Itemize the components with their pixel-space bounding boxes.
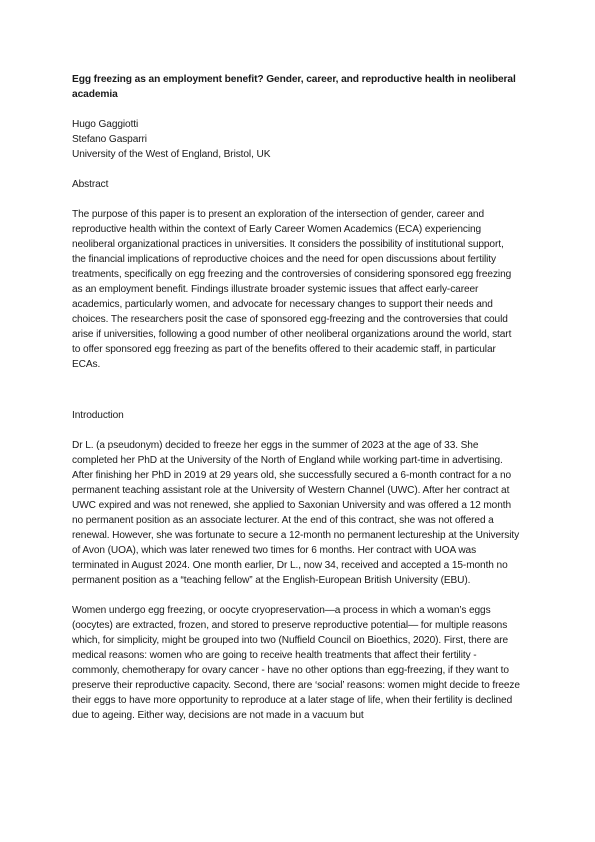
author-name: Stefano Gasparri [72, 134, 147, 145]
page-content [72, 72, 520, 723]
author-name: Hugo Gaggiotti [72, 119, 139, 130]
paper-title: Egg freezing as an employment benefit? Gender, career, and reproductive health in neoliberal academia [72, 74, 516, 100]
abstract-heading: Abstract [72, 179, 109, 190]
introduction-heading: Introduction [72, 410, 124, 421]
author-block [72, 117, 520, 162]
author-affiliation: University of the West of England, Bristol, UK [72, 149, 271, 160]
body-paragraph: Dr L. (a pseudonym) decided to freeze her eggs in the summer of 2023 at the age of 33. She completed her PhD at the University of the North of England while working part-time in advertising. After finishing her PhD in 2019 at 29 years old, she successfully secured a 6-month contract for a no permanent teaching assistant role at the University of Western Channel (UWC). After her contract at UWC expired and was not renewed, she applied to Saxonian University and was offered a 12 month no permanent position as an associate lecturer. At the end of this contract, she was not offered a renewal. However, she was fortunate to secure a 12-month no permanent lectureship at the University of Avon (UOA), which was later renewed two times for 6 months. Her contract with UOA was terminated in August 2024. One month earlier, Dr L., now 34, received and accepted a 15-month no permanent position as a “teaching fellow” at the English-European British University (EBU). [72, 440, 520, 586]
body-paragraph: Women undergo egg freezing, or oocyte cryopreservation—a process in which a woman’s eggs (oocytes) are extracted, frozen, and stored to preserve reproductive potential— for multiple reasons which, for simplicity, might be grouped into two (Nuffield Council on Bioethics, 2020). First, there are medical reasons: women who are going to receive health treatments that affect their fertility - commonly, chemotherapy for ovary cancer - have no other options than egg-freezing, if they want to preserve their reproductive capacity. Second, there are ‘social’ reasons: women might decide to freeze their eggs to have more opportunity to reproduce at a later stage of life, when their fertility is declined due to ageing. Either way, decisions are not made in a vacuum but [72, 605, 520, 721]
abstract-text: The purpose of this paper is to present an exploration of the intersection of gender, career and reproductive health within the context of Early Career Women Academics (ECA) experiencing neoliberal organizational practices in universities. It considers the possibility of institutional support, the financial implications of reproductive choices and the need for open discussions about fertility treatments, specifically on egg freezing and the controversies of considering sponsored egg freezing as an employment benefit. Findings illustrate broader systemic issues that affect early-career academics, particularly women, and advocate for necessary changes to support their needs and choices. The researchers posit the case of sponsored egg-freezing and the controversies that could arise if universities, following a good number of other neoliberal organizations around the world, start to offer sponsored egg freezing as part of the benefits offered to their academic staff, in particular ECAs. [72, 209, 512, 370]
